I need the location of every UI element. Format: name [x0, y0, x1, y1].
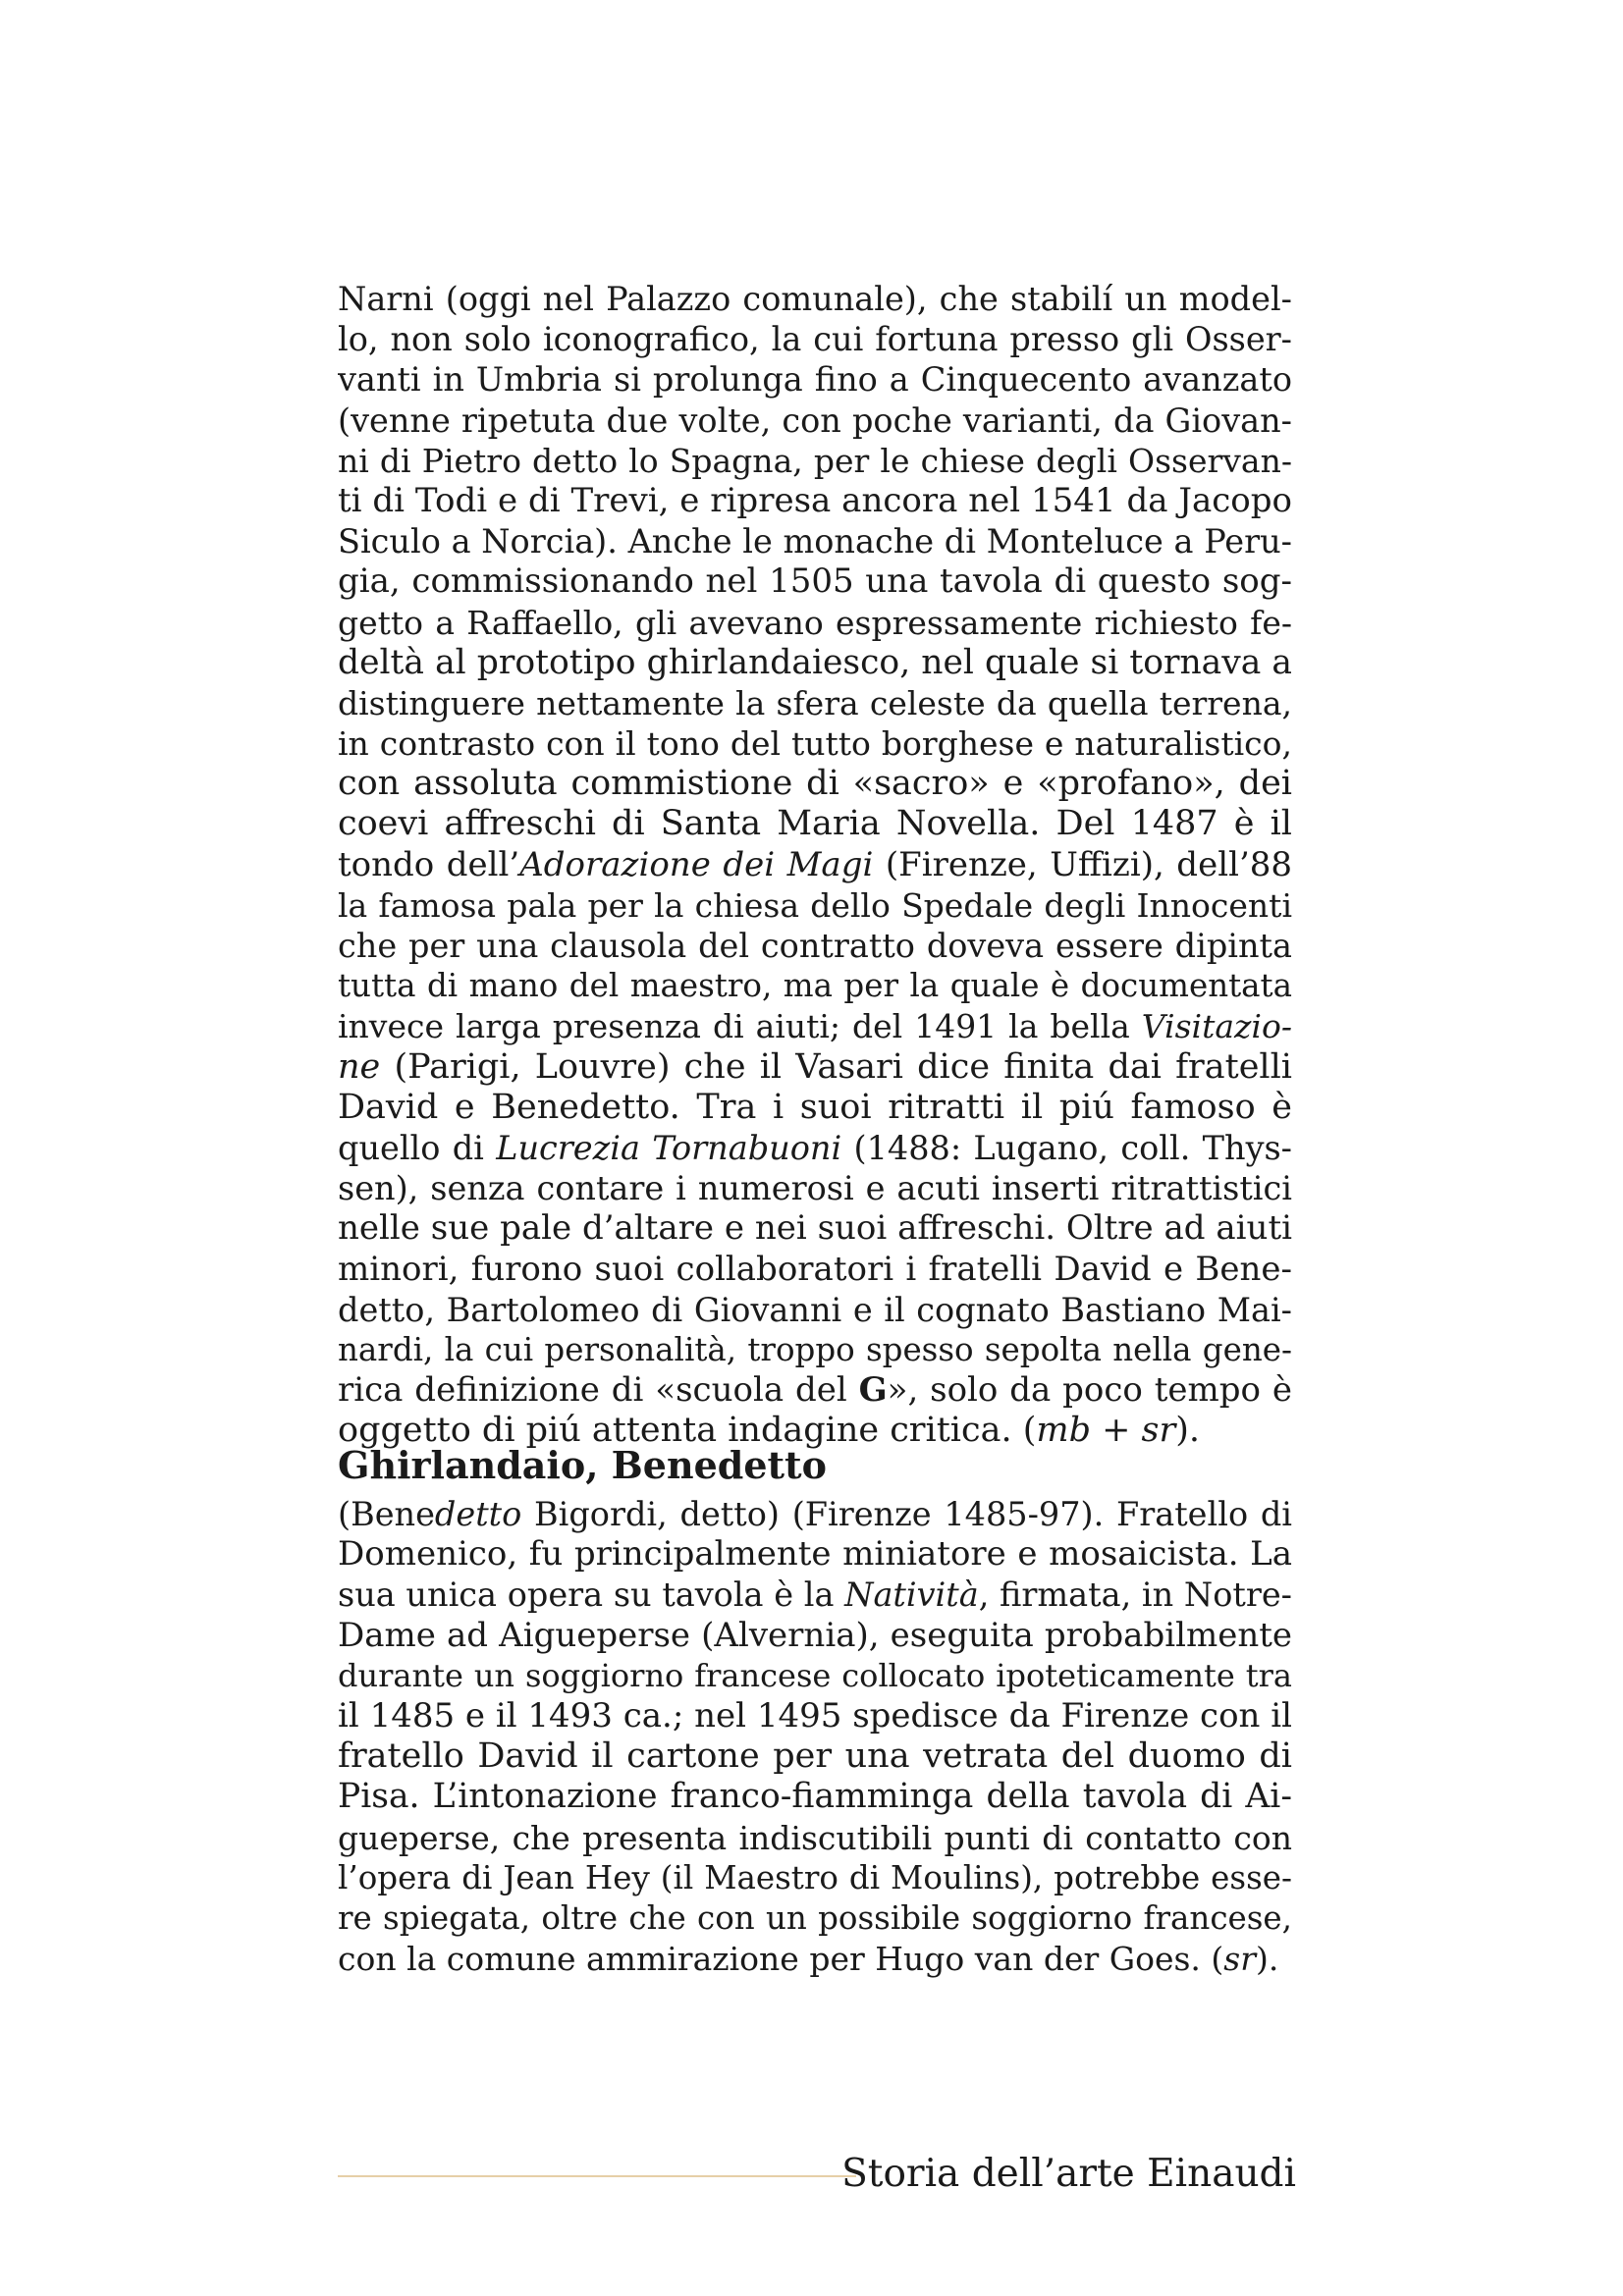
text-line: l’opera di Jean Hey (il Maestro di Moulins), potrebbe esse- [338, 1858, 1292, 1896]
text-line: (Benedetto Bigordi, detto) (Firenze 1485-97). Fratello di [338, 1495, 1292, 1533]
text-line: sua unica opera su tavola è la Natività, firmata, in Notre- [338, 1575, 1292, 1615]
footer-rule [338, 2175, 856, 2177]
text-line: ti di Todi e di Trevi, e ripresa ancora nel 1541 da Jacopo [338, 480, 1292, 520]
text-line: fratello David il cartone per una vetrata del duomo di [338, 1736, 1292, 1777]
text-line: Dame ad Aigueperse (Alvernia), eseguita probabilmente [338, 1615, 1292, 1655]
text-line: gia, commissionando nel 1505 una tavola di questo sog- [338, 561, 1292, 602]
text-line: minori, furono suoi collaboratori i fratelli David e Bene- [338, 1249, 1292, 1289]
text-line: getto a Raffaello, gli avevano espressamente richiesto fe- [338, 603, 1292, 642]
text-line: gueperse, che presenta indiscutibili punti di contatto con [338, 1818, 1292, 1857]
text-line: detto, Bartolomeo di Giovanni e il cognato Bastiano Mai- [338, 1290, 1292, 1329]
text-line: con assoluta commistione di «sacro» e «profano», dei [338, 764, 1292, 804]
text-line: in contrasto con il tono del tutto borghese e naturalistico, [338, 724, 1292, 764]
text-line: David e Benedetto. Tra i suoi ritratti il piú famoso è [338, 1087, 1292, 1127]
text-line: quello di Lucrezia Tornabuoni (1488: Lugano, coll. Thys- [338, 1128, 1292, 1167]
text-line: il 1485 e il 1493 ca.; nel 1495 spedisce da Firenze con il [338, 1695, 1292, 1735]
entry-ghirlandaio-benedetto-text [338, 1494, 1292, 1979]
text-line: deltà al prototipo ghirlandaiesco, nel quale si tornava a [338, 642, 1292, 682]
text-line: Domenico, fu principalmente miniatore e mosaicista. La [338, 1534, 1292, 1575]
text-line: distinguere nettamente la sfera celeste da quella terrena, [338, 683, 1292, 722]
entry-heading: Ghirlandaio, Benedetto [338, 1443, 827, 1487]
text-line: tutta di mano del maestro, ma per la quale è documentata [338, 967, 1292, 1005]
text-line: Siculo a Norcia). Anche le monache di Monteluce a Peru- [338, 522, 1292, 561]
text-line: coevi affreschi di Santa Maria Novella. Del 1487 è il [338, 804, 1292, 844]
text-line: la famosa pala per la chiesa dello Spedale degli Innocenti [338, 885, 1292, 925]
footer-title: Storia dell’arte Einaudi [841, 2152, 1296, 2196]
text-line: re spiegata, oltre che con un possibile soggiorno francese, [338, 1898, 1292, 1937]
text-line: (venne ripetuta due volte, con poche varianti, da Giovan- [338, 400, 1292, 440]
text-line: oggetto di piú attenta indagine critica. (mb + sr). [338, 1411, 1201, 1451]
entry-ghirlandaio-domenico-text [338, 279, 1292, 1451]
text-line: nardi, la cui personalità, troppo spesso sepolta nella gene- [338, 1330, 1292, 1368]
text-line: che per una clausola del contratto doveva essere dipinta [338, 927, 1292, 965]
text-line: vanti in Umbria si prolunga fino a Cinquecento avanzato [338, 360, 1292, 400]
text-line: Pisa. L’intonazione franco-fiamminga della tavola di Ai- [338, 1777, 1292, 1817]
text-line: con la comune ammirazione per Hugo van der Goes. (sr). [338, 1940, 1279, 1979]
text-line: durante un soggiorno francese collocato ipoteticamente tra [338, 1656, 1292, 1694]
text-line: invece larga presenza di aiuti; del 1491 la bella Visitazio- [338, 1007, 1292, 1046]
text-line: ni di Pietro detto lo Spagna, per le chiese degli Osservan- [338, 441, 1292, 480]
text-line: rica definizione di «scuola del G», solo da poco tempo è [338, 1370, 1292, 1411]
text-line: sen), senza contare i numerosi e acuti inserti ritrattistici [338, 1169, 1292, 1208]
text-line: nelle sue pale d’altare e nei suoi affreschi. Oltre ad aiuti [338, 1208, 1292, 1249]
text-line: Narni (oggi nel Palazzo comunale), che stabilí un model- [338, 280, 1292, 318]
text-line: lo, non solo iconografico, la cui fortuna presso gli Osser- [338, 320, 1292, 359]
text-line: ne (Parigi, Louvre) che il Vasari dice finita dai fratelli [338, 1046, 1292, 1087]
text-line: tondo dell’Adorazione dei Magi (Firenze, Uffizi), dell’88 [338, 844, 1292, 884]
